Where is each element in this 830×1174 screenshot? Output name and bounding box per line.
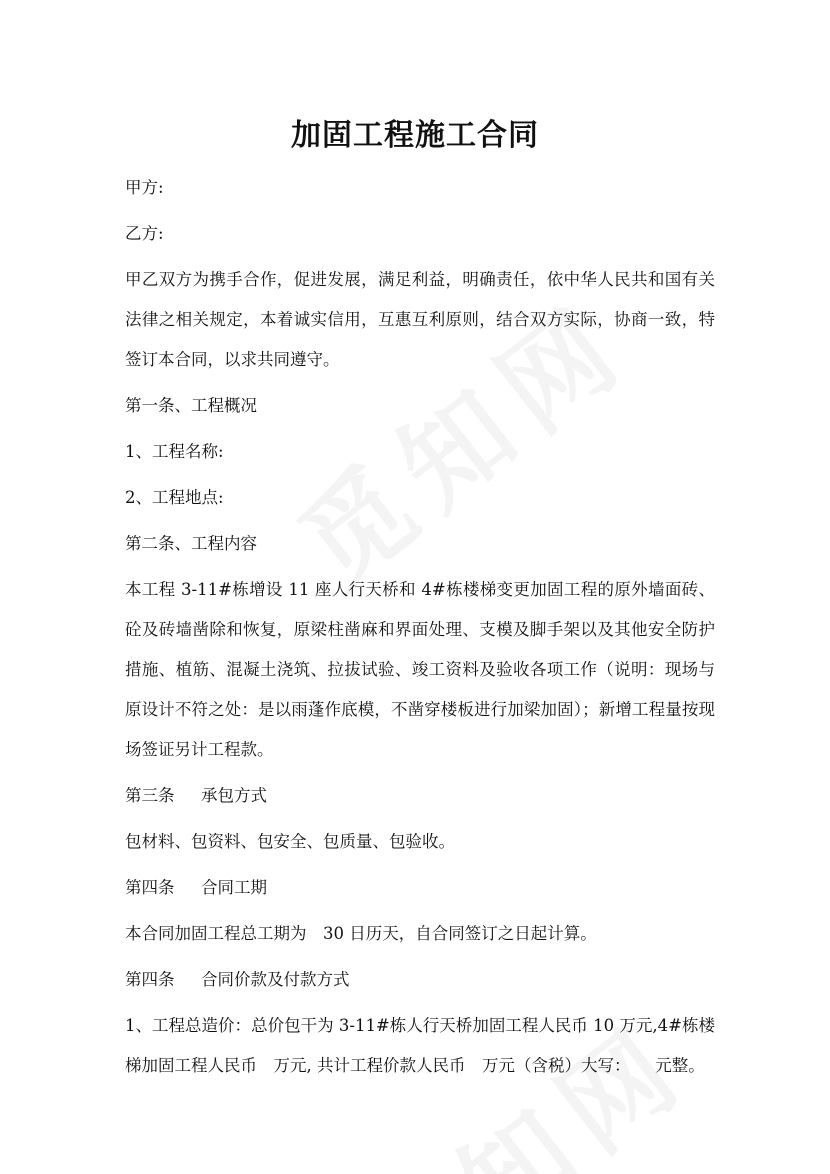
article-3-title: 承包方式 [201, 786, 267, 805]
article-4b-number: 第四条 [125, 970, 175, 989]
project-location-item: 2、工程地点: [125, 488, 224, 507]
article-3-body: 包材料、包资料、包安全、包质量、包验收。 [125, 832, 455, 851]
article-4-title: 合同工期 [201, 878, 267, 897]
document-title: 加固工程施工合同 [291, 118, 539, 153]
party-b-label: 乙方: [125, 224, 164, 243]
article-4-heading [125, 868, 715, 908]
document-body [125, 168, 715, 1092]
article-4b-title: 合同价款及付款方式 [201, 970, 350, 989]
article-1-heading: 第一条、工程概况 [125, 396, 257, 415]
article-2-heading: 第二条、工程内容 [125, 534, 257, 553]
article-4-body: 本合同加固工程总工期为 30 日历天，自合同签订之日起计算。 [125, 924, 597, 943]
party-a-label: 甲方: [125, 178, 164, 197]
preamble-paragraph: 甲乙双方为携手合作，促进发展，满足利益，明确责任，依中华人民共和国有关法律之相关规定，本着诚实信用，互惠互利原则，结合双方实际，协商一致，特签订本合同，以求共同遵守。 [125, 270, 715, 369]
article-2-body: 本工程 3-11#栋增设 11 座人行天桥和 4#栋楼梯变更加固工程的原外墙面砖、砼及砖墙凿除和恢复，原梁柱凿麻和界面处理、支模及脚手架以及其他安全防护措施、植筋、混凝土浇筑、拉拔试验、竣工资料及验收各项工作（说明：现场与原设计不符之处：是以雨蓬作底模，不凿穿楼板进行加梁加固）；新增工程量按现场签证另计工程款。 [125, 580, 715, 759]
article-4b-heading [125, 960, 715, 1000]
article-3-heading [125, 776, 715, 816]
article-4-number: 第四条 [125, 878, 175, 897]
article-3-number: 第三条 [125, 786, 175, 805]
project-name-item: 1、工程名称: [125, 442, 224, 461]
article-4b-body: 1、工程总造价：总价包干为 3-11#栋人行天桥加固工程人民币 10 万元,4#栋楼梯加固工程人民币 万元, 共计工程价款人民币 万元（含税）大写： 元整。 [125, 1016, 715, 1075]
